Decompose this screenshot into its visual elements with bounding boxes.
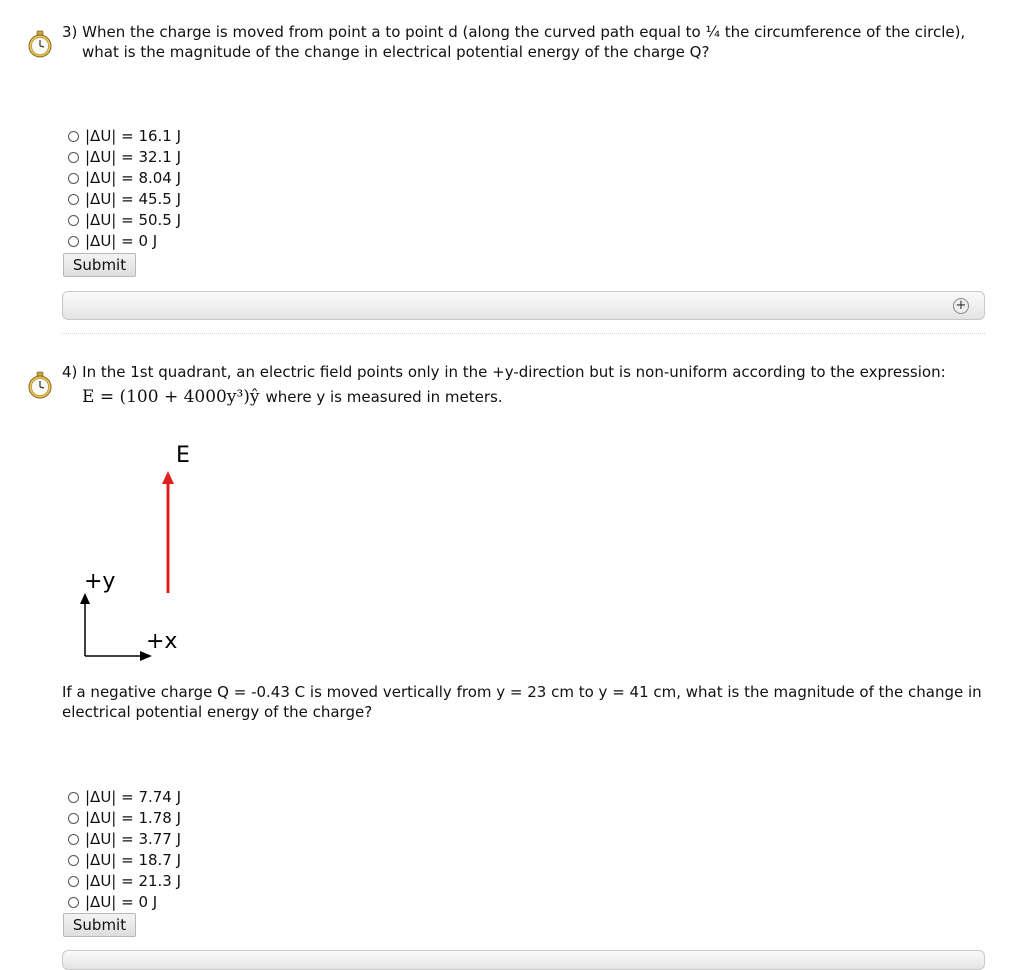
q4-option-3[interactable] [62, 829, 181, 850]
radio-button[interactable] [68, 792, 79, 803]
question-3-line2: what is the magnitude of the change in electrical potential energy of the charge Q? [82, 43, 710, 61]
field-equation: E = (100 + 4000y³)ŷ [82, 387, 260, 407]
option-label: |ΔU| = 3.77 J [85, 830, 182, 848]
question-3-text [62, 22, 1012, 62]
option-label: |ΔU| = 18.7 J [85, 851, 182, 869]
option-label: |ΔU| = 0 J [85, 893, 158, 911]
stopwatch-icon [26, 371, 54, 399]
radio-button[interactable] [68, 215, 79, 226]
q4-option-5[interactable] [62, 871, 181, 892]
q4-option-6[interactable] [62, 892, 181, 913]
option-label: |ΔU| = 45.5 J [85, 190, 182, 208]
question-4-prompt-line1: If a negative charge Q = -0.43 C is moved vertically from y = 23 cm to y = 41 cm, what is the magnitude of the change in [62, 683, 982, 701]
q4-submit-button[interactable]: Submit [63, 913, 136, 937]
radio-button[interactable] [68, 152, 79, 163]
field-arrow-head [162, 471, 174, 484]
y-axis-arrowhead [80, 593, 90, 604]
question-4-prompt-line2: electrical potential energy of the charge? [62, 703, 373, 721]
section-divider [62, 333, 985, 334]
q3-option-2[interactable] [62, 147, 181, 168]
option-label: |ΔU| = 21.3 J [85, 872, 182, 890]
q3-option-1[interactable] [62, 126, 181, 147]
radio-button[interactable] [68, 876, 79, 887]
q4-option-4[interactable] [62, 850, 181, 871]
q3-feedback-bar[interactable] [62, 291, 985, 320]
q3-option-5[interactable] [62, 210, 181, 231]
option-label: |ΔU| = 50.5 J [85, 211, 182, 229]
q3-option-6[interactable] [62, 231, 181, 252]
radio-button[interactable] [68, 897, 79, 908]
q3-option-4[interactable] [62, 189, 181, 210]
axis-label-y: +y [84, 569, 116, 594]
axis-label-x: +x [146, 629, 178, 654]
question-3-line1: 3) When the charge is moved from point a to point d (along the curved path equal to ¼ the circumference of the circle), [62, 23, 966, 41]
option-label: |ΔU| = 0 J [85, 232, 158, 250]
question-4-prompt [62, 682, 1012, 722]
question-4-equation-line [82, 384, 503, 410]
q4-feedback-bar[interactable] [62, 950, 985, 970]
radio-button[interactable] [68, 194, 79, 205]
radio-button[interactable] [68, 173, 79, 184]
q3-submit-button[interactable]: Submit [63, 253, 136, 277]
field-diagram [60, 430, 220, 670]
question-4-line1: 4) In the 1st quadrant, an electric field points only in the +y-direction but is non-uniform according to the expression: [62, 363, 946, 381]
q4-option-2[interactable] [62, 808, 181, 829]
q3-option-3[interactable] [62, 168, 181, 189]
radio-button[interactable] [68, 855, 79, 866]
radio-button[interactable] [68, 834, 79, 845]
q4-option-1[interactable] [62, 787, 181, 808]
stopwatch-icon [26, 30, 54, 58]
option-label: |ΔU| = 16.1 J [85, 127, 182, 145]
equation-note: where y is measured in meters. [265, 388, 503, 406]
question-4-options [62, 787, 181, 913]
option-label: |ΔU| = 1.78 J [85, 809, 182, 827]
radio-button[interactable] [68, 131, 79, 142]
field-label-e: E [176, 443, 190, 468]
plus-circle-icon[interactable]: + [953, 298, 969, 314]
radio-button[interactable] [68, 236, 79, 247]
option-label: |ΔU| = 8.04 J [85, 169, 182, 187]
option-label: |ΔU| = 7.74 J [85, 788, 182, 806]
radio-button[interactable] [68, 813, 79, 824]
option-label: |ΔU| = 32.1 J [85, 148, 182, 166]
question-4-text [62, 362, 1012, 382]
question-3-options [62, 126, 181, 252]
